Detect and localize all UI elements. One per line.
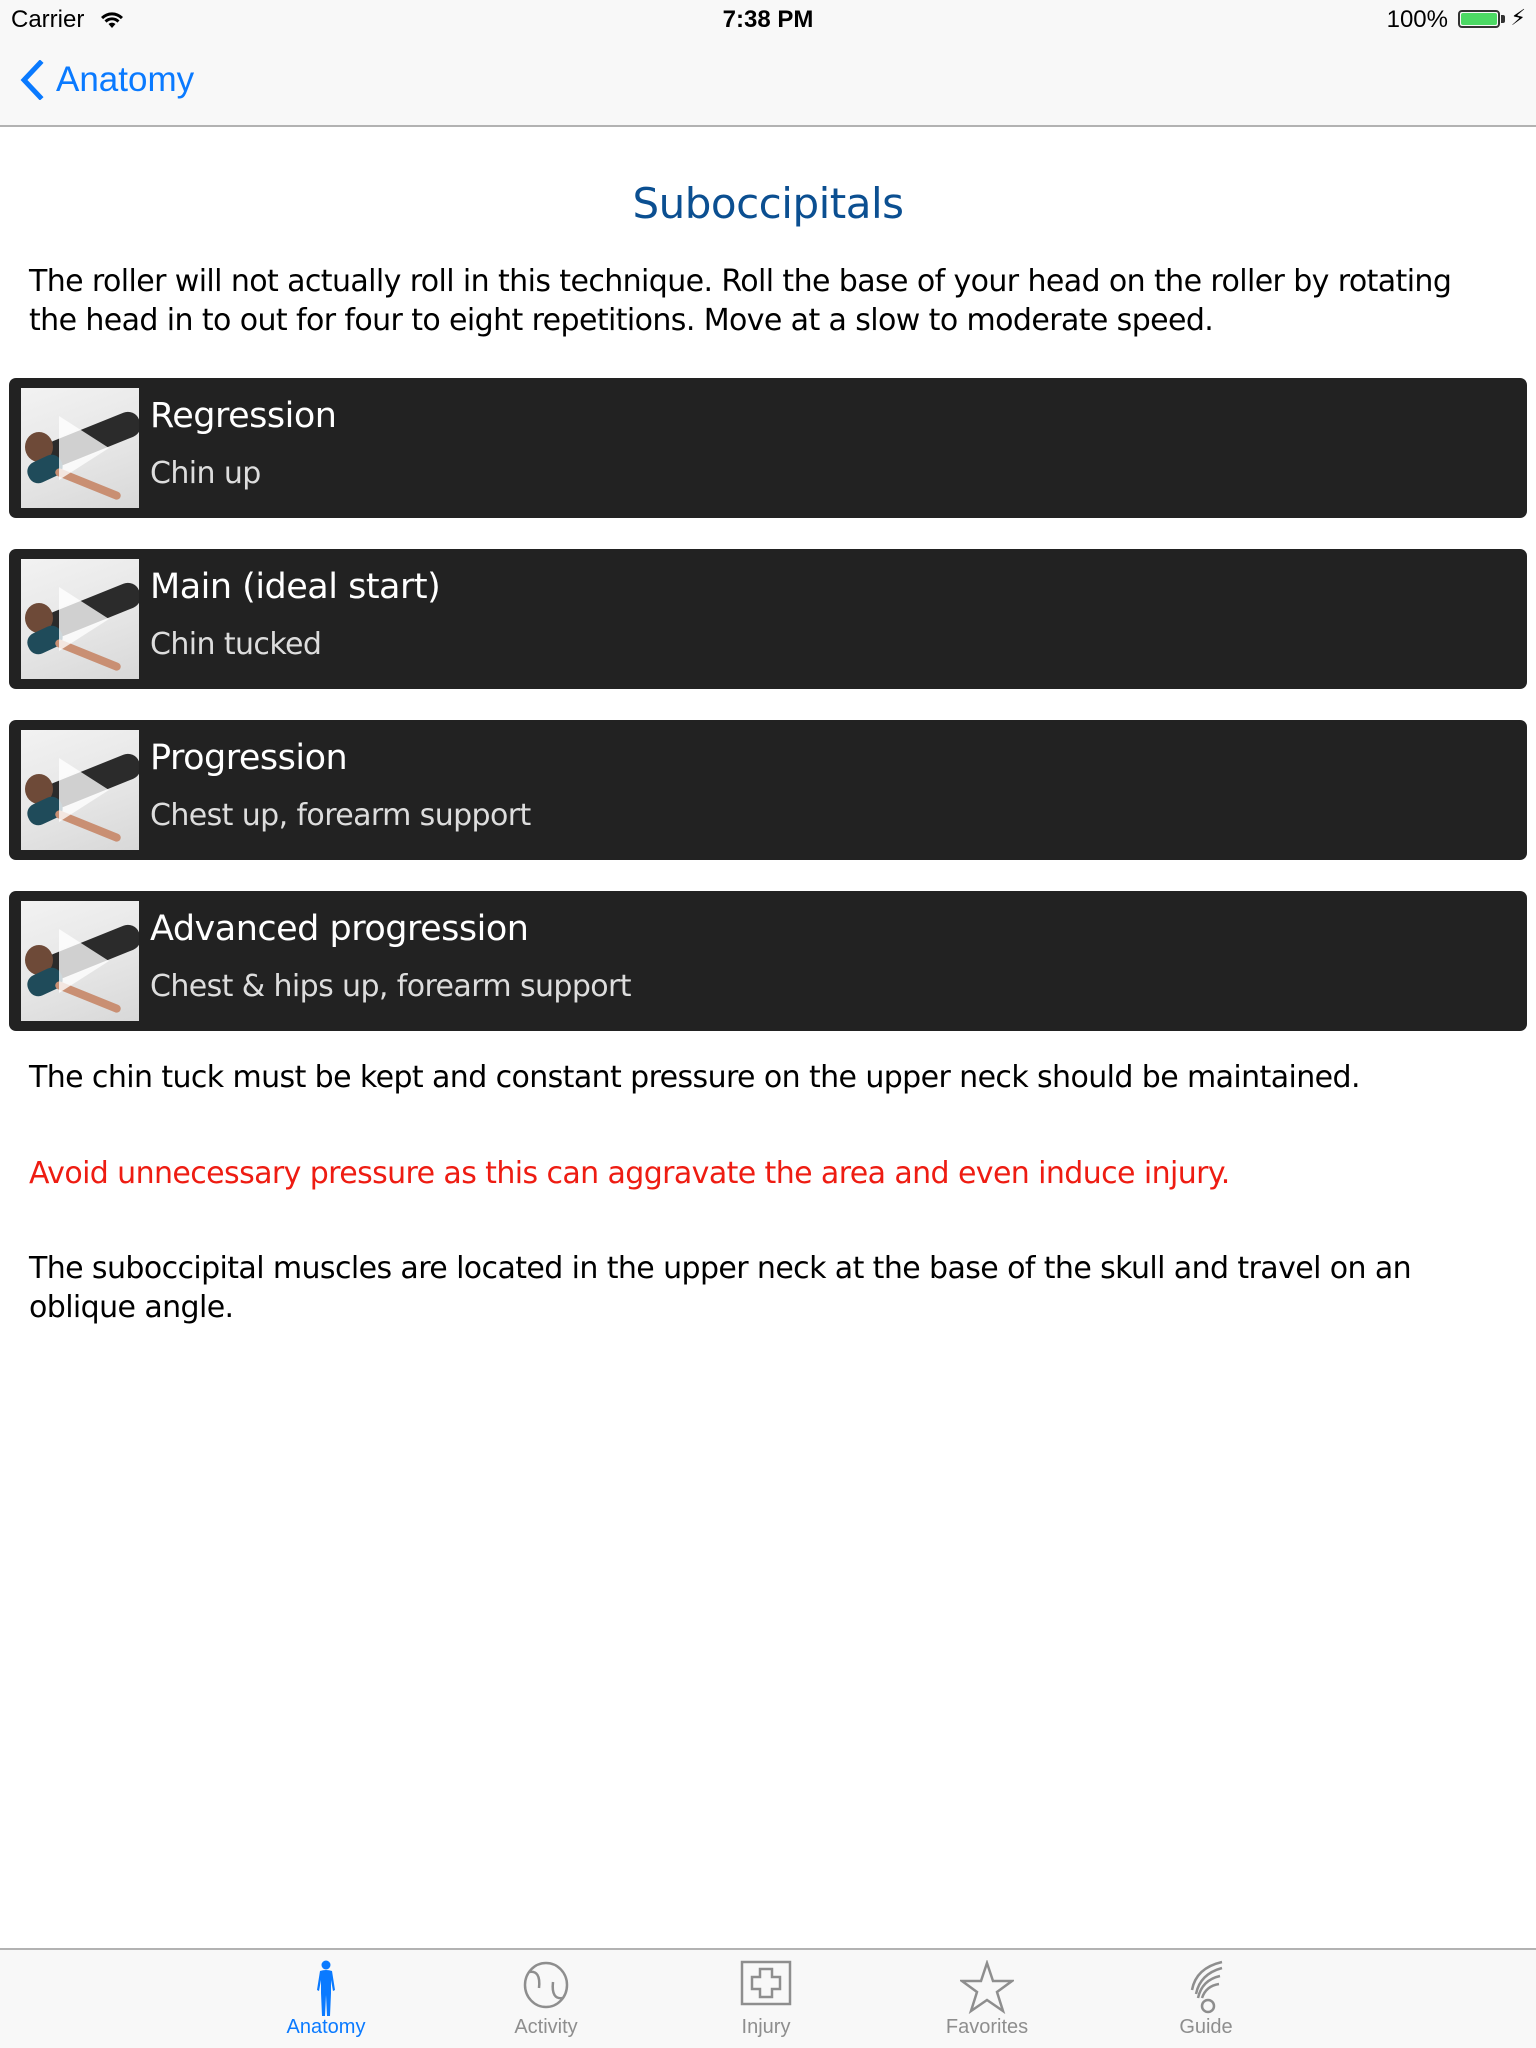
tab-injury[interactable] <box>691 1950 841 2048</box>
tab-label: Activity <box>514 2016 578 2038</box>
navigation-bar <box>0 40 1536 127</box>
intro-text: The roller will not actually roll in this technique. Roll the base of your head on the roller by rotating the head in to out for four to eight repetitions. Move at a slow to moderate speed. <box>29 264 1452 338</box>
status-time: 7:38 PM <box>722 6 814 33</box>
guide-logo-icon <box>1186 1960 1226 2022</box>
battery-icon <box>1458 10 1500 28</box>
technique-note: The chin tuck must be kept and constant pressure on the upper neck should be maintained. <box>29 1060 1360 1095</box>
exercise-video-list <box>0 378 1536 1031</box>
play-icon <box>59 416 109 480</box>
warning-text: Avoid unnecessary pressure as this can aggravate the area and even induce injury. <box>29 1156 1230 1191</box>
charging-bolt-icon: ⚡︎ <box>1510 5 1526 30</box>
battery-nub <box>1501 15 1505 23</box>
play-icon <box>59 758 109 822</box>
tab-bar <box>0 1948 1536 2048</box>
card-title: Progression <box>150 738 348 778</box>
video-card-main[interactable] <box>9 549 1527 689</box>
chevron-left-icon <box>20 60 44 100</box>
ball-icon <box>521 1960 571 2016</box>
page-title: Suboccipitals <box>632 179 904 228</box>
video-thumbnail <box>21 559 139 679</box>
video-thumbnail <box>21 901 139 1021</box>
video-card-progression[interactable] <box>9 720 1527 860</box>
tab-label: Favorites <box>945 2016 1029 2038</box>
star-icon <box>960 1960 1014 2020</box>
tab-label: Guide <box>1179 2016 1233 2038</box>
body-figure-icon <box>311 1960 341 2024</box>
video-card-regression[interactable] <box>9 378 1527 518</box>
card-title: Main (ideal start) <box>150 567 441 607</box>
video-thumbnail <box>21 388 139 508</box>
location-text: The suboccipital muscles are located in the upper neck at the base of the skull and travel on an oblique angle. <box>29 1251 1412 1325</box>
tab-favorites[interactable] <box>912 1950 1062 2048</box>
video-thumbnail <box>21 730 139 850</box>
tab-label: Anatomy <box>286 2016 366 2038</box>
card-subtitle: Chest up, forearm support <box>150 798 531 833</box>
card-title: Advanced progression <box>150 909 529 949</box>
tab-activity[interactable] <box>471 1950 621 2048</box>
play-icon <box>59 587 109 651</box>
tab-anatomy[interactable] <box>251 1950 401 2048</box>
medical-cross-icon <box>740 1960 792 2012</box>
video-card-advanced-progression[interactable] <box>9 891 1527 1031</box>
back-button-label: Anatomy <box>56 60 195 99</box>
content-area <box>0 127 1536 1327</box>
battery-percent: 100% <box>1386 6 1448 33</box>
play-icon <box>59 929 109 993</box>
carrier-label: Carrier <box>11 6 85 33</box>
tab-label: Injury <box>741 2016 791 2038</box>
card-title: Regression <box>150 396 337 436</box>
card-subtitle: Chin up <box>150 456 261 491</box>
back-button[interactable] <box>20 60 194 100</box>
card-subtitle: Chest & hips up, forearm support <box>150 969 631 1004</box>
status-bar <box>0 0 1536 40</box>
card-subtitle: Chin tucked <box>150 627 322 662</box>
tab-guide[interactable] <box>1131 1950 1281 2048</box>
